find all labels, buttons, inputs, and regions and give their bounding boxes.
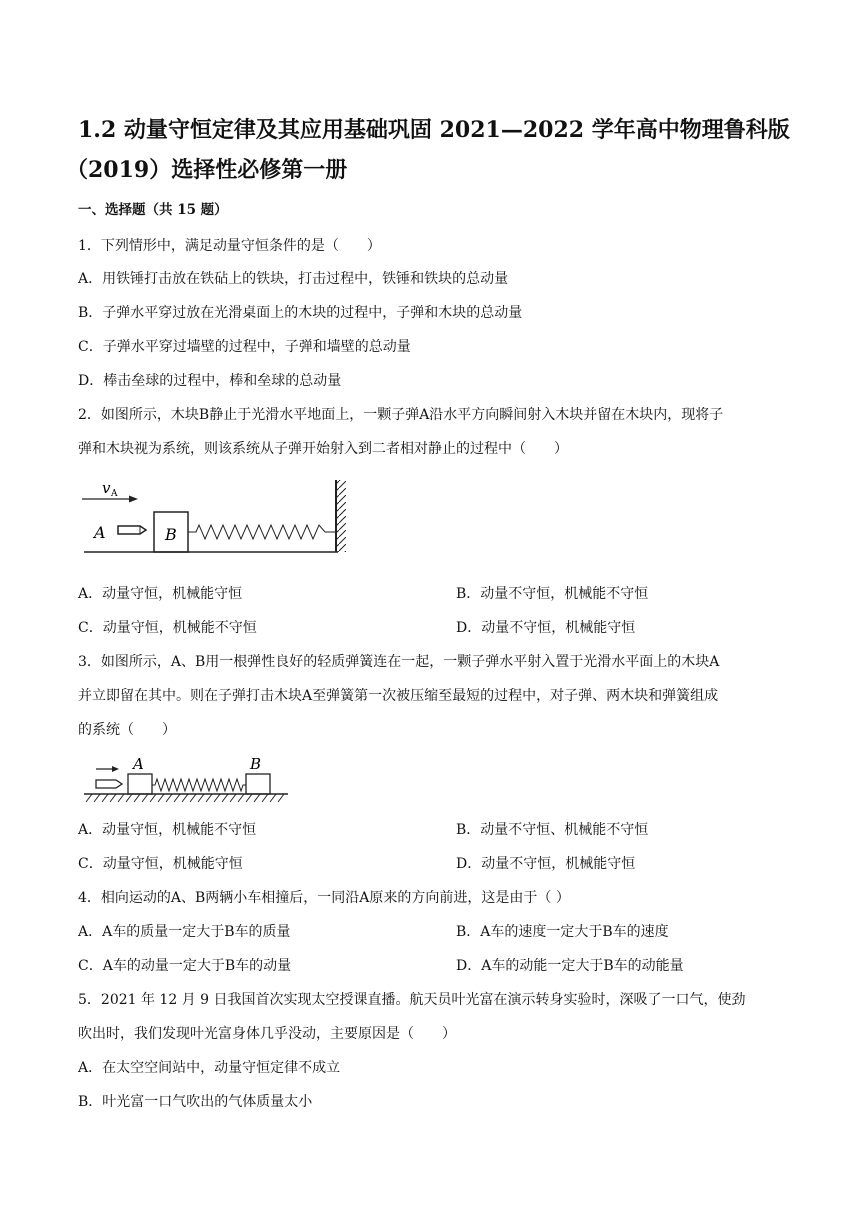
- bullet-label: A: [94, 523, 106, 542]
- q3-options-row-2: [78, 854, 788, 874]
- q4-option-b: B．A车的速度一定大于B车的速度: [456, 924, 669, 940]
- q1-option-d: D．棒击垒球的过程中，棒和垒球的总动量: [78, 373, 342, 389]
- title-line-1: 1.2 动量守恒定律及其应用基础巩固 2021—2022 学年高中物理鲁科版: [78, 117, 790, 143]
- ground-hatching: [86, 794, 284, 802]
- q2-option-d: D．动量不守恒，机械能守恒: [456, 620, 636, 636]
- q2-options-row-1: [78, 584, 788, 604]
- spring: [188, 525, 336, 539]
- q1-option-b: B．子弹水平穿过放在光滑桌面上的木块的过程中，子弹和木块的总动量: [78, 305, 523, 321]
- q2-stem-line-2: 弹和木块视为系统，则该系统从子弹开始射入到二者相对静止的过程中（ ）: [78, 441, 568, 457]
- velocity-subscript: A: [111, 489, 118, 499]
- q3-option-c: C．动量守恒，机械能守恒: [78, 856, 243, 872]
- q4-options-row-1: [78, 922, 788, 942]
- q1-option-a: A．用铁锤打击放在铁砧上的铁块，打击过程中，铁锤和铁块的总动量: [78, 271, 509, 287]
- q4-options-row-2: [78, 956, 788, 976]
- q3-option-a: A．动量守恒，机械能不守恒: [78, 822, 257, 838]
- bullet-shape: [96, 780, 122, 788]
- block-b-label: B: [165, 525, 177, 544]
- q5-stem-line-2: 吹出时，我们发现叶光富身体几乎没动，主要原因是（ ）: [78, 1026, 456, 1042]
- q4-option-a: A．A车的质量一定大于B车的质量: [78, 924, 291, 940]
- q2-option-c: C．动量守恒，机械能不守恒: [78, 620, 257, 636]
- block-a-label: A: [133, 755, 144, 773]
- velocity-label: v: [102, 479, 111, 497]
- q4-option-c: C．A车的动量一定大于B车的动量: [78, 958, 292, 974]
- q5-stem-line-1: 5．2021 年 12 月 9 日我国首次实现太空授课直播。航天员叶光富在演示转身实验时，深吸了一口气，使劲: [78, 992, 746, 1008]
- q5-option-a: A．在太空空间站中，动量守恒定律不成立: [78, 1060, 341, 1076]
- q3-stem-line-3: 的系统（ ）: [78, 722, 176, 738]
- q3-option-d: D．动量不守恒，机械能守恒: [456, 856, 636, 872]
- q5-option-b: B．叶光富一口气吹出的气体质量太小: [78, 1094, 313, 1110]
- q4-stem: 4．相向运动的A、B两辆小车相撞后，一同沿A原来的方向前进，这是由于（ ）: [78, 890, 570, 906]
- q3-stem-line-1: 3．如图所示，A、B用一根弹性良好的轻质弹簧连在一起，一颗子弹水平射入置于光滑水平面上的木块A: [78, 654, 720, 670]
- q2-option-a: A．动量守恒，机械能守恒: [78, 586, 243, 602]
- q3-option-b: B．动量不守恒、机械能不守恒: [456, 822, 649, 838]
- q4-option-d: D．A车的动能一定大于B车的动能量: [456, 958, 684, 974]
- q2-option-b: B．动量不守恒，机械能不守恒: [456, 586, 649, 602]
- q2-stem-line-1: 2．如图所示，木块B静止于光滑水平地面上，一颗子弹A沿水平方向瞬间射入木块并留在木块内，现将子: [78, 407, 724, 423]
- block-b: [246, 774, 270, 794]
- spring: [152, 779, 246, 791]
- section-heading: 一、选择题（共 15 题）: [78, 202, 228, 218]
- wall-hatching: [337, 480, 346, 552]
- title-line-2: （2019）选择性必修第一册: [66, 157, 348, 183]
- q3-stem-line-2: 并立即留在其中。则在子弹打击木块A至弹簧第一次被压缩至最短的过程中，对子弹、两木块和弹簧组成: [78, 688, 719, 704]
- q2-options-row-2: [78, 618, 788, 638]
- bullet-shape: [118, 526, 146, 534]
- q2-figure: [80, 474, 350, 562]
- q1-option-c: C．子弹水平穿过墙壁的过程中，子弹和墙壁的总动量: [78, 339, 411, 355]
- document-title: [66, 110, 798, 190]
- q1-stem: 1．下列情形中，满足动量守恒条件的是（ ）: [78, 238, 381, 254]
- bullet-arrow: [96, 766, 119, 772]
- block-a: [128, 774, 152, 794]
- block-b-label: B: [250, 755, 262, 773]
- q3-figure: [82, 752, 292, 808]
- q3-options-row-1: [78, 820, 788, 840]
